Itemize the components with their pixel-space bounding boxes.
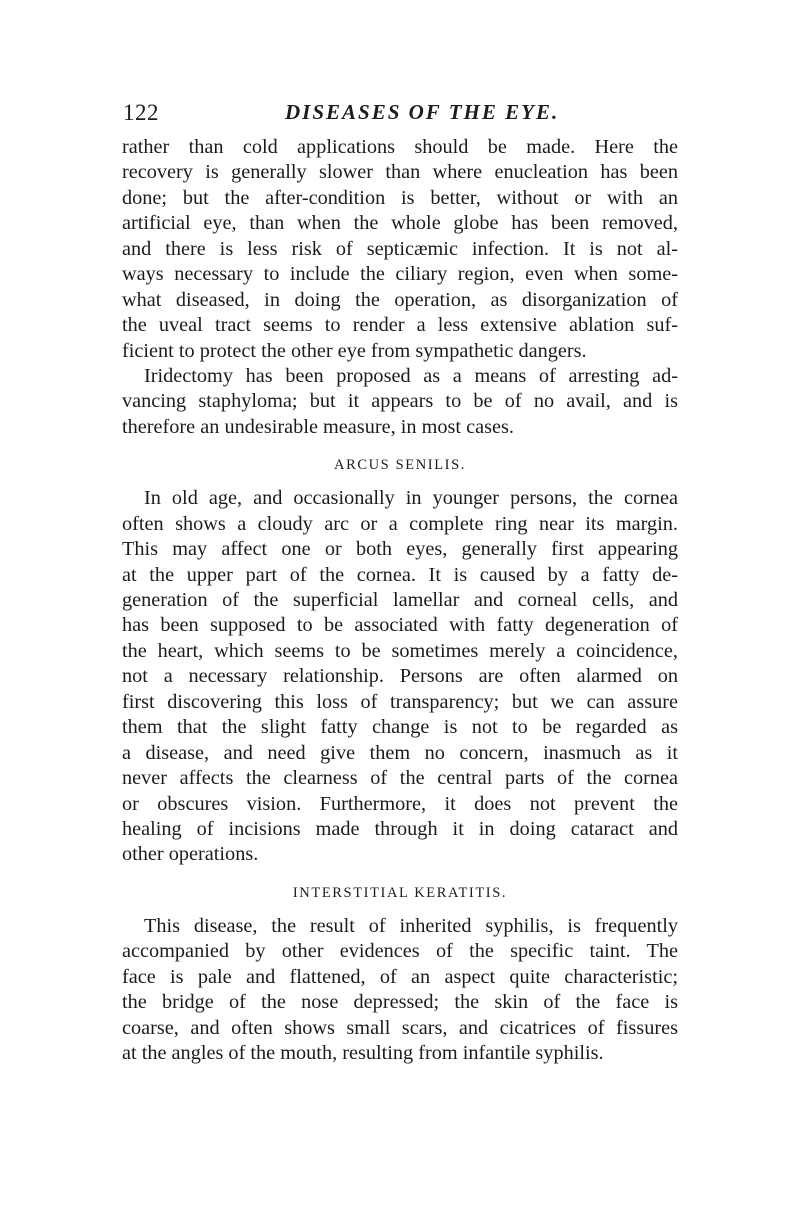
text-line: face is pale and flattened, of an aspect quite characteristic; bbox=[122, 965, 678, 988]
section-heading: INTERSTITIAL KERATITIS. bbox=[292, 884, 508, 901]
text-line: ficient to protect the other eye from sympathetic dangers. bbox=[122, 339, 587, 362]
text-line: what diseased, in doing the operation, as disorganization of bbox=[122, 288, 678, 311]
text-line: healing of incisions made through it in doing cataract and bbox=[122, 817, 678, 840]
text-line: not a necessary relationship. Persons are often alarmed on bbox=[122, 665, 678, 688]
text-line: accompanied by other evidences of the specific taint. The bbox=[122, 940, 678, 963]
text-line: other operations. bbox=[122, 843, 259, 866]
page-body bbox=[122, 135, 678, 1066]
text-line: ways necessary to include the ciliary region, even when some- bbox=[122, 263, 678, 286]
text-line: and there is less risk of septicæmic infection. It is not al- bbox=[122, 237, 678, 260]
page-header bbox=[0, 100, 800, 130]
text-line: has been supposed to be associated with fatty degeneration of bbox=[122, 614, 678, 637]
text-line: vancing staphyloma; but it appears to be of no avail, and is bbox=[122, 390, 678, 413]
text-line: therefore an undesirable measure, in most cases. bbox=[122, 415, 514, 438]
text-line: at the upper part of the cornea. It is caused by a fatty de- bbox=[122, 563, 678, 586]
page-number: 122 bbox=[123, 100, 159, 125]
text-line: the bridge of the nose depressed; the skin of the face is bbox=[122, 991, 678, 1014]
text-line: them that the slight fatty change is not to be regarded as bbox=[122, 716, 678, 739]
paragraph bbox=[122, 914, 678, 1067]
text-line: This disease, the result of inherited syphilis, is frequently bbox=[144, 914, 678, 937]
running-head: DISEASES OF THE EYE. bbox=[285, 100, 560, 124]
text-line: the heart, which seems to be sometimes merely a coincidence, bbox=[122, 639, 678, 662]
text-line: Iridectomy has been proposed as a means of arresting ad- bbox=[144, 364, 678, 387]
text-line: This may affect one or both eyes, generally first appearing bbox=[122, 538, 678, 561]
paragraph bbox=[122, 486, 678, 868]
text-line: recovery is generally slower than where enucleation has been bbox=[122, 161, 678, 184]
text-line: the uveal tract seems to render a less extensive ablation suf- bbox=[122, 314, 678, 337]
text-line: never affects the clearness of the central parts of the cornea bbox=[122, 767, 678, 790]
paragraph bbox=[122, 364, 678, 440]
text-line: rather than cold applications should be made. Here the bbox=[122, 136, 678, 158]
text-line: or obscures vision. Furthermore, it does not prevent the bbox=[122, 792, 678, 815]
text-line: generation of the superficial lamellar and corneal cells, and bbox=[122, 589, 678, 611]
text-line: a disease, and need give them no concern, inasmuch as it bbox=[122, 741, 678, 764]
text-line: artificial eye, than when the whole globe has been removed, bbox=[122, 212, 678, 235]
text-line: first discovering this loss of transparency; but we can assure bbox=[122, 690, 678, 713]
text-line: In old age, and occasionally in younger persons, the cornea bbox=[144, 487, 678, 510]
section-heading: ARCUS SENILIS. bbox=[334, 457, 466, 474]
text-line: coarse, and often shows small scars, and cicatrices of fissures bbox=[122, 1016, 678, 1039]
text-line: often shows a cloudy arc or a complete ring near its margin. bbox=[122, 512, 678, 535]
text-line: done; but the after-condition is better, without or with an bbox=[122, 186, 678, 209]
paragraph bbox=[122, 135, 678, 364]
text-line: at the angles of the mouth, resulting from infantile syphilis. bbox=[122, 1042, 604, 1064]
